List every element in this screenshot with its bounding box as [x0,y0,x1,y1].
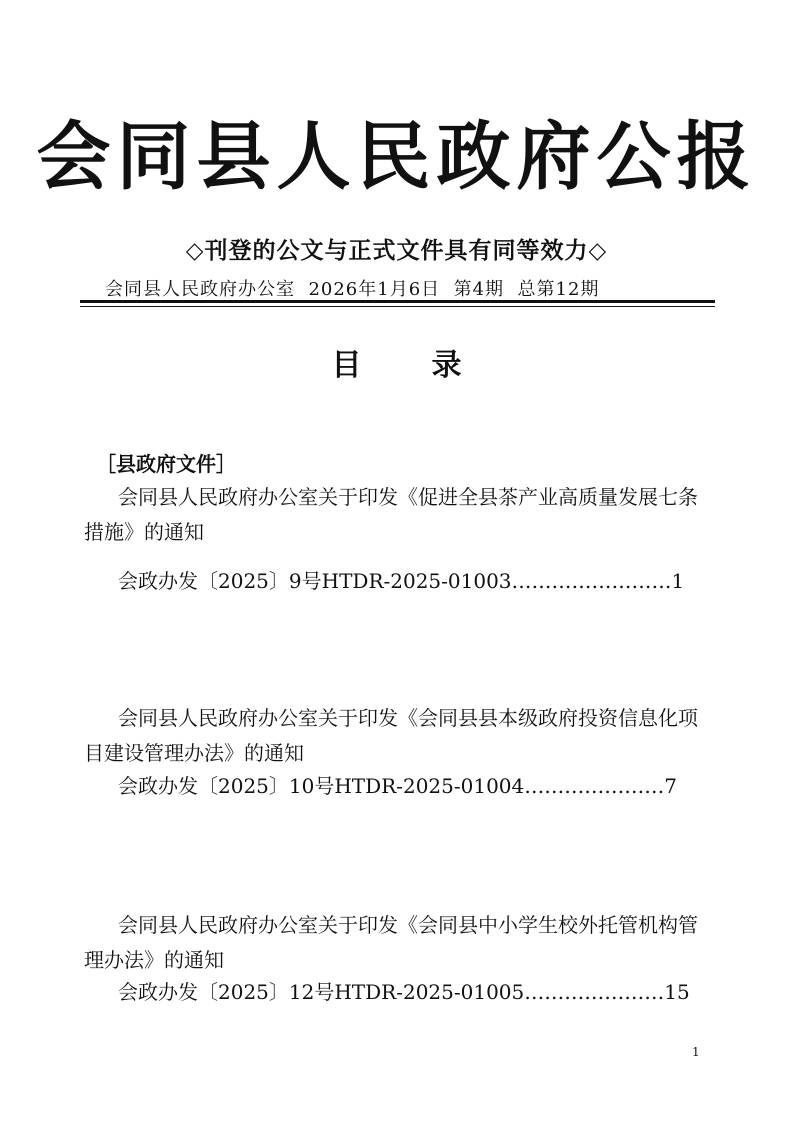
page-number: 1 [692,1045,700,1059]
toc-entry-3-title[interactable]: 会同县人民政府办公室关于印发《会同县中小学生校外托管机构管理办法》的通知 [84,913,698,972]
section-label-county-docs: ［县政府文件］ [96,452,236,476]
toc-heading-char-1: 目 [331,348,362,383]
toc-entry-3-ref[interactable]: 会政办发〔2025〕12号HTDR-2025-01005…………………15 [118,980,690,1004]
toc-entry-2-title[interactable]: 会同县人民政府办公室关于印发《会同县县本级政府投资信息化项目建设管理办法》的通知 [84,706,698,765]
bulletin-title: 会同县人民政府公报 [36,114,757,200]
toc-entry-1-ref[interactable]: 会政办发〔2025〕9号HTDR-2025-01003……………………1 [118,569,685,593]
header-divider-thick [80,300,715,303]
header-divider-thin [80,306,715,307]
toc-entry-2-ref[interactable]: 会政办发〔2025〕10号HTDR-2025-01004…………………7 [118,774,677,798]
toc-heading-char-2: 录 [431,348,462,383]
issue-info: 会同县人民政府办公室 2026年1月6日 第4期 总第12期 [105,279,600,300]
bulletin-subtitle: ◇刊登的公文与正式文件具有同等效力◇ [185,238,608,264]
toc-entry-1-title[interactable]: 会同县人民政府办公室关于印发《促进全县茶产业高质量发展七条措施》的通知 [84,485,698,544]
toc-heading [0,340,793,384]
